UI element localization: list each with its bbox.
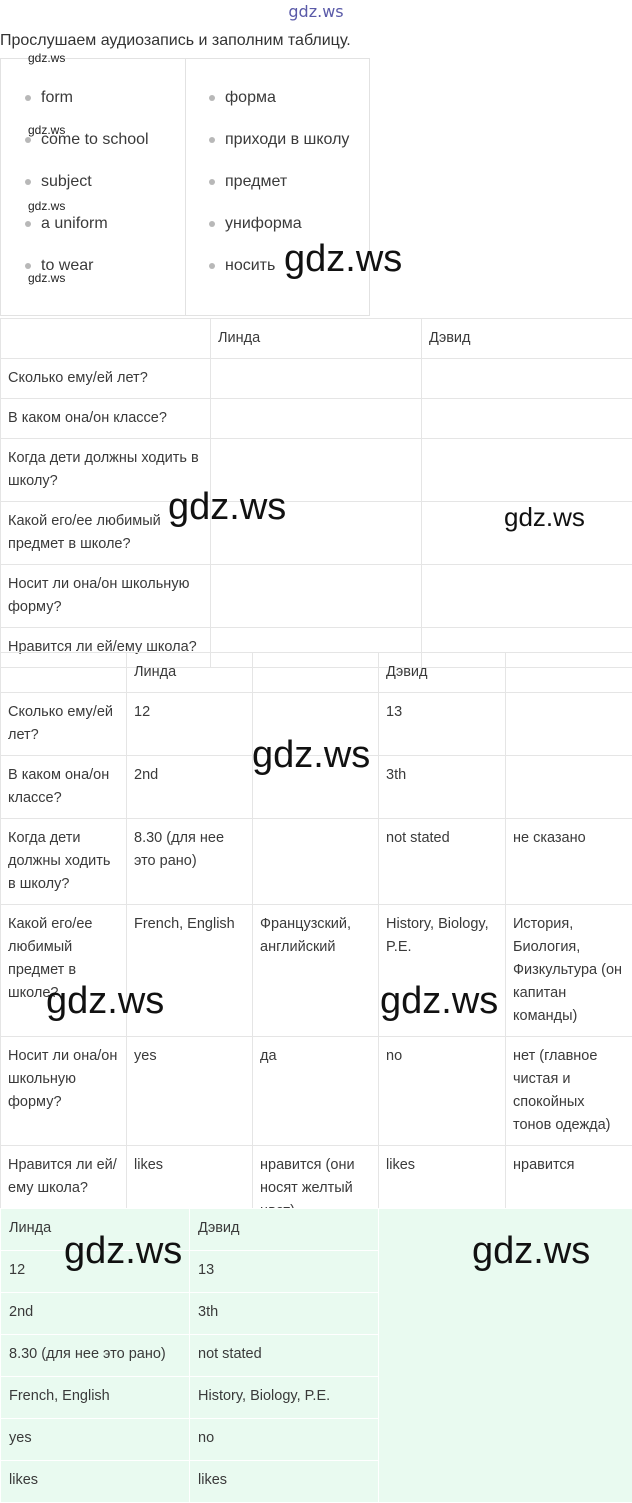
header-cell: Дэвид: [379, 653, 506, 693]
watermark-large: gdz.ws: [252, 734, 370, 777]
answer-cell: Французский, английский: [253, 905, 379, 1037]
header-cell: Дэвид: [422, 319, 632, 359]
bullet-icon: [25, 137, 31, 143]
question-cell: Когда дети должны ходить в школу?: [1, 439, 211, 502]
vocab-item: предмет: [209, 173, 349, 215]
question-cell: Нравится ли ей/ему школа?: [1, 628, 211, 668]
answer-cell: [506, 693, 632, 756]
table-row: [1, 819, 632, 905]
answer-cell: French, English: [1, 1377, 190, 1419]
answer-cell: 2nd: [127, 756, 253, 819]
table-row: [1, 565, 632, 628]
vocab-english-column: [25, 89, 149, 299]
answer-cell: likes: [127, 1146, 253, 1232]
answer-cell: [211, 359, 422, 399]
answer-cell: да: [253, 1037, 379, 1146]
answer-cell: 3th: [379, 756, 506, 819]
answer-cell: 12: [1, 1251, 190, 1293]
answer-cell: [422, 439, 632, 502]
question-cell: Сколько ему/ей лет?: [1, 693, 127, 756]
table-row: [1, 439, 632, 502]
answer-cell: likes: [1, 1461, 190, 1503]
answer-cell: [211, 565, 422, 628]
table-header-row: [1, 319, 632, 359]
vocab-item: to wear: [25, 257, 149, 299]
vocab-item: subject: [25, 173, 149, 215]
answer-cell: History, Biology, P.E.: [379, 905, 506, 1037]
answer-cell: likes: [190, 1461, 379, 1503]
header-cell: Линда: [127, 653, 253, 693]
answer-cell: нет (главное чистая и спокойных тонов одежда): [506, 1037, 632, 1146]
answer-cell: нравится (они носят желтый: [253, 1146, 379, 1232]
table-row: [1, 399, 632, 439]
intro-text: Прослушаем аудиозапись и заполним таблицу.: [0, 32, 351, 50]
table-row: [1, 359, 632, 399]
vocab-item: come to school: [25, 131, 149, 173]
vocab-item: form: [25, 89, 149, 131]
question-cell: Когда дети должны ходить в школу?: [1, 819, 127, 905]
vocab-item: носить: [209, 257, 349, 299]
bullet-icon: [209, 221, 215, 227]
answer-cell: 8.30 (для нее это рано): [1, 1335, 190, 1377]
watermark-large: gdz.ws: [168, 486, 286, 529]
question-cell: В каком она/он классе?: [1, 756, 127, 819]
question-cell: Носит ли она/он школьную форму?: [1, 565, 211, 628]
answer-cell: not stated: [379, 819, 506, 905]
watermark-small: gdz.ws: [28, 123, 65, 137]
bullet-icon: [25, 263, 31, 269]
question-cell: Какой его/ее любимый предмет в школе?: [1, 905, 127, 1037]
vocab-item: a uniform: [25, 215, 149, 257]
question-cell: Какой его/ее любимый предмет в школе?: [1, 502, 211, 565]
bullet-icon: [25, 179, 31, 185]
bullet-icon: [25, 221, 31, 227]
answer-cell: 8.30 (для нее это рано): [127, 819, 253, 905]
vocab-item: униформа: [209, 215, 349, 257]
watermark-large: gdz.ws: [46, 980, 164, 1023]
answer-cell: likes: [379, 1146, 506, 1232]
answer-cell: [422, 359, 632, 399]
answer-cell: yes: [1, 1419, 190, 1461]
bullet-icon: [209, 95, 215, 101]
watermark-large: gdz.ws: [284, 238, 402, 281]
answer-cell: [506, 756, 632, 819]
watermark-small: gdz.ws: [28, 51, 65, 65]
answer-cell: History, Biology, P.E.: [190, 1377, 379, 1419]
answer-cell: not stated: [190, 1335, 379, 1377]
answer-cell: 3th: [190, 1293, 379, 1335]
watermark-small: gdz.ws: [28, 199, 65, 213]
empty-answer-table: [0, 318, 632, 668]
table-header-row: [1, 653, 632, 693]
header-cell: [1, 653, 127, 693]
answer-cell: 12: [127, 693, 253, 756]
watermark-medium: gdz.ws: [504, 502, 585, 533]
answer-cell: [211, 399, 422, 439]
watermark-top: gdz.ws: [0, 2, 632, 21]
answer-cell: [422, 399, 632, 439]
answer-cell: no: [379, 1037, 506, 1146]
header-cell: Линда: [211, 319, 422, 359]
watermark-large: gdz.ws: [64, 1230, 182, 1273]
header-cell: Линда: [1, 1209, 190, 1251]
vocab-item: форма: [209, 89, 349, 131]
question-cell: Носит ли она/он школьную форму?: [1, 1037, 127, 1146]
answer-cell: 13: [190, 1251, 379, 1293]
bullet-icon: [209, 263, 215, 269]
answer-cell: French, English: [127, 905, 253, 1037]
vocab-divider: [185, 59, 186, 315]
answer-cell: [422, 565, 632, 628]
header-cell: [253, 653, 379, 693]
answer-cell: [253, 819, 379, 905]
answer-cell: нравится: [506, 1146, 632, 1232]
question-cell: Сколько ему/ей лет?: [1, 359, 211, 399]
watermark-large: gdz.ws: [380, 980, 498, 1023]
header-cell: [1, 319, 211, 359]
vocab-item: приходи в школу: [209, 131, 349, 173]
answer-cell: 13: [379, 693, 506, 756]
watermark-small: gdz.ws: [28, 271, 65, 285]
answer-cell: yes: [127, 1037, 253, 1146]
answer-cell: не сказано: [506, 819, 632, 905]
answer-cell: История, Биология, Физкультура (он капитан команды): [506, 905, 632, 1037]
bullet-icon: [209, 137, 215, 143]
question-cell: Нравится ли ей/ему школа?: [1, 1146, 127, 1232]
bullet-icon: [209, 179, 215, 185]
bullet-icon: [25, 95, 31, 101]
watermark-large: gdz.ws: [472, 1230, 590, 1273]
header-cell: [506, 653, 632, 693]
question-cell: В каком она/он классе?: [1, 399, 211, 439]
answer-cell: 2nd: [1, 1293, 190, 1335]
header-cell: Дэвид: [190, 1209, 379, 1251]
answer-cell: no: [190, 1419, 379, 1461]
table-row: [1, 1037, 632, 1146]
